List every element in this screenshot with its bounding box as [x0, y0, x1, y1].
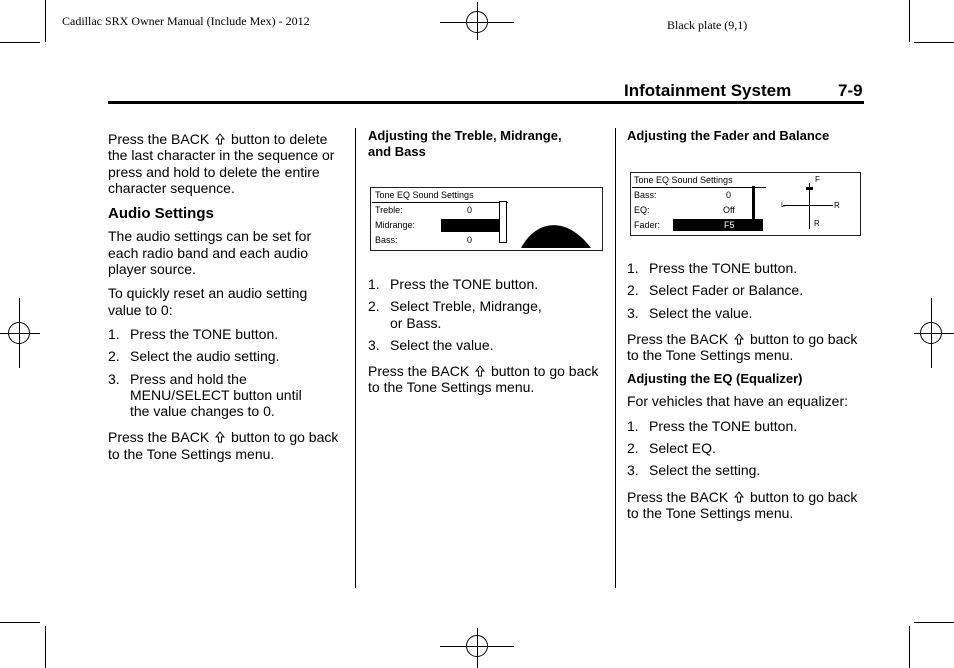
tone-eq-screen-2	[630, 172, 861, 236]
back-icon	[734, 491, 744, 503]
screen-title: Tone EQ Sound Settings	[634, 175, 733, 185]
list-item: 2. Select EQ.	[627, 440, 716, 457]
list-item: 3. Select the value.	[368, 336, 494, 353]
screen-label-fader: Fader:	[634, 220, 661, 230]
paragraph: Press the BACK button to go back to the Tone Settings menu.	[108, 429, 339, 462]
paragraph: Press the BACK button to delete the last character in the sequence or press and hold to delete the entire character sequence.	[108, 131, 335, 196]
list-item: 2. Select the audio setting.	[108, 348, 280, 365]
screen-label-eq: EQ:	[634, 205, 650, 215]
list-item: 1. Press the TONE button.	[368, 276, 539, 292]
list-item: 1. Press the TONE button.	[627, 417, 798, 434]
screen-label-bass: Bass:	[634, 190, 657, 200]
section-title: Infotainment System	[624, 81, 792, 100]
fader-marker	[806, 187, 813, 190]
column-2-steps	[368, 276, 604, 404]
screen-label-treble: Treble:	[375, 205, 403, 215]
screen-value-eq: Off	[723, 205, 735, 215]
list-item: 1. Press the TONE button.	[627, 260, 798, 276]
title-rule	[108, 101, 864, 104]
back-icon	[475, 365, 485, 377]
audio-settings-heading: Audio Settings	[108, 205, 214, 223]
column-3	[627, 128, 863, 150]
tone-eq-screen-1	[370, 187, 603, 251]
paragraph: For vehicles that have an equalizer:	[627, 393, 849, 410]
list-item: 3. Select the setting.	[627, 462, 761, 479]
slider-bar	[752, 186, 755, 229]
eq-heading: Adjusting the EQ (Equalizer)	[627, 371, 803, 387]
selection-highlight	[441, 219, 501, 232]
list-item: 3. Select the value.	[627, 304, 753, 321]
fader-rear-label: R	[814, 219, 820, 228]
paragraph: Press the BACK button to go back to the Tone Settings menu.	[368, 363, 599, 396]
back-icon	[215, 431, 225, 443]
screen-title: Tone EQ Sound Settings	[375, 190, 474, 200]
back-icon	[215, 133, 225, 145]
paragraph: Press the BACK button to go back to the Tone Settings menu.	[627, 488, 858, 521]
paragraph: Press the BACK button to go back to the Tone Settings menu.	[627, 330, 858, 364]
screen-label-midrange: Midrange:	[375, 220, 416, 230]
screen-label-bass: Bass:	[375, 235, 398, 245]
header-manual-title: Cadillac SRX Owner Manual (Include Mex) - 2012	[62, 14, 310, 28]
balance-right-label: R	[834, 201, 840, 210]
balance-axis	[783, 205, 833, 206]
treble-midrange-bass-heading: Adjusting the Treble, Midrange, and Bass	[368, 128, 562, 159]
list-item: 2. Select Treble, Midrange, or Bass.	[368, 298, 542, 331]
fader-balance-heading: Adjusting the Fader and Balance	[627, 128, 830, 143]
column-2	[368, 128, 604, 166]
list-item: 2. Select Fader or Balance.	[627, 282, 804, 299]
column-divider	[615, 128, 616, 588]
column-divider	[355, 128, 356, 588]
screen-value-treble: 0	[467, 205, 473, 215]
back-icon	[734, 333, 744, 345]
fader-front-label: F	[815, 175, 820, 184]
column-1	[108, 131, 344, 470]
list-item: 3. Press and hold the MENU/SELECT button until the value changes to 0.	[108, 370, 302, 420]
list-item: 1. Press the TONE button.	[108, 325, 279, 342]
paragraph: The audio settings can be set for each radio band and each audio player source.	[108, 228, 312, 278]
paragraph: To quickly reset an audio setting value to 0:	[108, 285, 308, 318]
eq-curve-graphic	[511, 200, 601, 248]
header-plate-info: Black plate (9,1)	[667, 18, 748, 32]
slider-track	[499, 201, 507, 243]
screen-value-bass: 0	[467, 235, 473, 245]
selection-highlight	[673, 219, 763, 231]
column-3-body	[627, 260, 863, 529]
balance-left-label: L	[781, 202, 785, 209]
screen-value-fader: F5	[724, 220, 735, 230]
screen-value-bass: 0	[726, 190, 732, 200]
page-number: 7-9	[838, 81, 863, 100]
